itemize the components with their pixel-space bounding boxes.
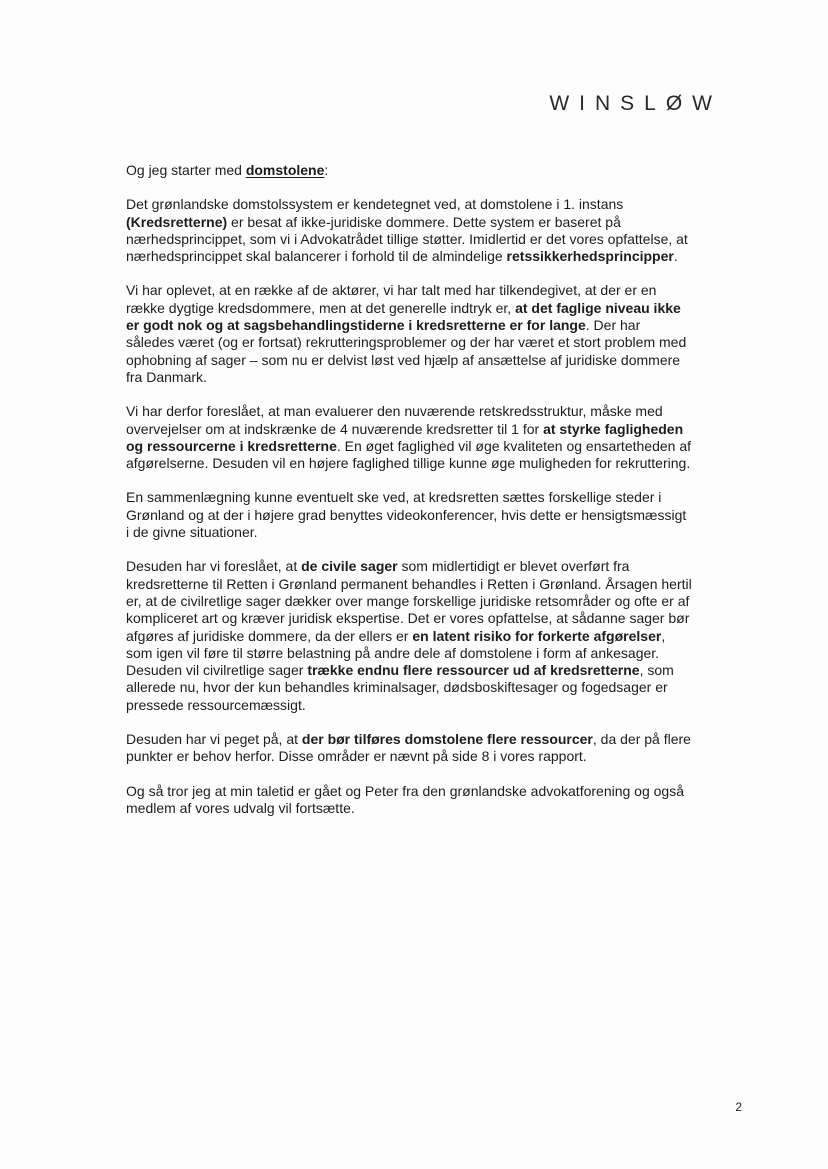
paragraph-6: [126, 731, 692, 766]
p2-text-1: Vi har oplevet, at en række af de aktører, vi har talt med har tilkendegivet, at der er en række dygtige kredsdommere, men at det generelle indtryk er,: [126, 282, 657, 316]
paragraph-1: [126, 196, 692, 265]
p5-text-3: , som igen vil føre til større belastning på andre dele af domstolene i form af ankesager. Desuden vil civilretlige sager: [126, 627, 666, 679]
p5-text-4: , som allerede nu, hvor der kun behandles kriminalsager, dødsboskiftesager og fogedsager er pressede ressourcemæssigt.: [126, 662, 674, 713]
p5-bold-2: en latent risiko for forkerte afgørelser: [412, 627, 662, 644]
page-number: 2: [735, 1100, 742, 1114]
p1-text-3: .: [673, 248, 678, 265]
p1-bold-2: retssikkerhedsprincipper: [506, 248, 674, 265]
paragraph-4: [126, 489, 692, 541]
p2-text-2: . Der har således været (og er fortsat) rekrutteringsproblemer og der har været et stort problem med ophobning af sager – som nu er delvist løst ved hjælp af ansættelse af juridiske dommere fra Danmark.: [126, 317, 687, 385]
winslow-logo: WINSLØW: [549, 92, 722, 115]
p1-bold-1: (Kredsretterne): [126, 213, 228, 230]
paragraph-3: [126, 403, 692, 472]
p2-bold-1: at det faglige niveau ikke er godt nok og at sagsbehandlingstiderne i kredsretterne er for lange: [126, 299, 681, 334]
letter-body: [126, 162, 692, 834]
intro-colon: :: [324, 162, 329, 178]
p1-text-1: Det grønlandske domstolssystem er kendetegnet ved, at domstolene i 1. instans: [126, 196, 624, 213]
p3-text-2: . En øget faglighed vil øge kvaliteten og ensartetheden af afgørelserne. Desuden vil en højere faglighed tillige kunne øge muligheden for rekruttering.: [126, 437, 691, 472]
intro-paragraph: [126, 162, 692, 179]
p5-text-2: som midlertidigt er blevet overført fra kredsretterne til Retten i Grønland permanent behandles i Retten i Grønland. Årsagen hertil er, at de civilretlige sager dækker over mange forskellige juridiske retsområder og ofte er af kompliceret art og kræver juridisk ekspertise. Det er vores opfattelse, at sådanne sager bør afgøres af juridiske dommere, da der ellers er: [126, 558, 692, 644]
p5-bold-3: trække endnu flere ressourcer ud af kredsretterne: [307, 662, 640, 679]
paragraph-7: [126, 783, 692, 818]
p6-bold-1: der bør tilføres domstolene flere ressourcer: [301, 731, 593, 748]
p4-text-1: En sammenlægning kunne eventuelt ske ved, at kredsretten sættes forskellige steder i Grønland og at der i højere grad benyttes videokonferencer, hvis dette er hensigtsmæssigt i de givne situationer.: [126, 489, 687, 541]
paragraph-2: [126, 282, 692, 386]
p3-text-1: Vi har derfor foreslået, at man evaluerer den nuværende retskredsstruktur, måske med overvejelser om at indskrænke de 4 nuværende kredsretter til 1 for: [126, 403, 663, 437]
p6-text-2: , da der på flere punkter er behov herfor. Disse områder er nævnt på side 8 i vores rapport.: [126, 731, 691, 765]
p5-bold-1: de civile sager: [301, 558, 398, 575]
p1-text-2: er besat af ikke-juridiske dommere. Dette system er baseret på nærhedsprincippet, som vi i Advokatrådet tillige støtter. Imidlertid er det vores opfattelse, at nærhedsprincippet skal balancerer i forhold til de almindelige: [126, 213, 688, 265]
paragraph-5: [126, 558, 692, 714]
p7-text-1: Og så tror jeg at min taletid er gået og Peter fra den grønlandske advokatforening og også medlem af vores udvalg vil fortsætte.: [126, 782, 684, 816]
intro-text: Og jeg starter med: [126, 162, 246, 178]
intro-emphasis: domstolene: [245, 162, 325, 178]
p3-bold-1: at styrke fagligheden og ressourcerne i kredsretterne: [126, 420, 684, 454]
p5-text-1: Desuden har vi foreslået, at: [126, 558, 302, 575]
p6-text-1: Desuden har vi peget på, at: [126, 731, 302, 748]
